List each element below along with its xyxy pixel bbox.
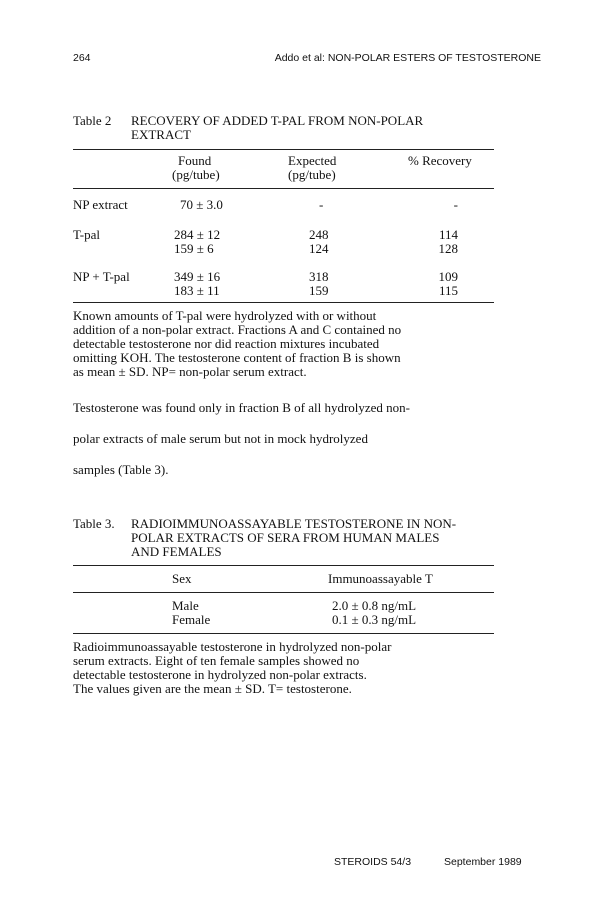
- table2-caption: [73, 114, 513, 144]
- table3-cell-value: 2.0 ± 0.8 ng/mL: [332, 598, 417, 613]
- table2-bottom-rule: [73, 302, 494, 303]
- table2-cell-found: 183 ± 11: [174, 283, 220, 298]
- table2-top-rule: [73, 149, 494, 150]
- table2-cell-found: 159 ± 6: [174, 241, 214, 256]
- table2-cell-recovery: 115: [438, 283, 458, 298]
- body-line: samples (Table 3).: [73, 462, 169, 477]
- table3-cell-value: 0.1 ± 0.3 ng/mL: [332, 612, 417, 627]
- table2-cell-found: 284 ± 12: [174, 227, 221, 242]
- table2-row-label: T-pal: [73, 227, 100, 242]
- table2-col-expected-unit: (pg/tube): [288, 167, 336, 182]
- table3-col-sex: Sex: [172, 571, 192, 586]
- table2-cell-recovery: 114: [438, 227, 458, 242]
- table2-cell-expected: 159: [309, 283, 329, 298]
- table3-col-t: Immunoassayable T: [328, 571, 433, 586]
- table2-row-label: NP extract: [73, 197, 128, 212]
- table2-title-line2: EXTRACT: [131, 127, 191, 142]
- table2-cell-found: 70 ± 3.0: [180, 197, 223, 212]
- table2-col-recovery: % Recovery: [408, 153, 472, 168]
- body-line: polar extracts of male serum but not in mock hydrolyzed: [73, 431, 368, 446]
- running-title: Addo et al: NON-POLAR ESTERS OF TESTOSTERONE: [274, 52, 541, 64]
- table2-label: Table 2: [73, 113, 112, 128]
- table2-cell-expected: -: [319, 197, 324, 212]
- table2-cell-found: 349 ± 16: [174, 269, 221, 284]
- table3-label: Table 3.: [73, 516, 115, 531]
- page-number: 264: [73, 52, 91, 64]
- table3-title-line2: POLAR EXTRACTS OF SERA FROM HUMAN MALES: [131, 530, 440, 545]
- body-line: Testosterone was found only in fraction B of all hydrolyzed non-: [73, 400, 411, 415]
- table3-top-rule: [73, 565, 494, 566]
- table2-cell-expected: 248: [309, 227, 329, 242]
- table2-cell-expected: 124: [309, 241, 329, 256]
- table2-cell-expected: 318: [309, 269, 329, 284]
- footer-date: September 1989: [444, 856, 522, 868]
- table2-col-found: Found: [178, 153, 212, 168]
- table2-col-expected: Expected: [288, 153, 337, 168]
- table3-note-line: Radioimmunoassayable testosterone in hydrolyzed non-polar: [73, 639, 392, 654]
- table3-header-rule: [73, 592, 494, 593]
- table3-note-line: detectable testosterone in hydrolyzed non-polar extracts.: [73, 667, 367, 682]
- running-header: [73, 52, 541, 68]
- table2-title-line1: RECOVERY OF ADDED T-PAL FROM NON-POLAR: [131, 113, 424, 128]
- table3-note-line: The values given are the mean ± SD. T= testosterone.: [73, 681, 352, 696]
- table2-note-line: detectable testosterone nor did reaction mixtures incubated: [73, 336, 380, 351]
- table2-cell-recovery: -: [453, 197, 458, 212]
- table3-cell-sex: Male: [172, 598, 199, 613]
- table2-row-label: NP + T-pal: [73, 269, 130, 284]
- table3-title-line3: AND FEMALES: [131, 544, 222, 559]
- table2-note-line: Known amounts of T-pal were hydrolyzed with or without: [73, 308, 377, 323]
- table2-note-line: addition of a non-polar extract. Fractions A and C contained no: [73, 322, 402, 337]
- table3-bottom-rule: [73, 633, 494, 634]
- table3-cell-sex: Female: [172, 612, 211, 627]
- table2-cell-recovery: 128: [438, 241, 458, 256]
- table2-col-found-unit: (pg/tube): [172, 167, 220, 182]
- table2-note-line: as mean ± SD. NP= non-polar serum extract.: [73, 364, 307, 379]
- table3-title-line1: RADIOIMMUNOASSAYABLE TESTOSTERONE IN NON-: [131, 516, 457, 531]
- table3-note-line: serum extracts. Eight of ten female samples showed no: [73, 653, 360, 668]
- table2-note-line: omitting KOH. The testosterone content of fraction B is shown: [73, 350, 401, 365]
- table3-caption: [73, 517, 513, 561]
- table2-header-rule: [73, 188, 494, 189]
- table2-cell-recovery: 109: [438, 269, 458, 284]
- footer-journal: STEROIDS 54/3: [334, 856, 412, 868]
